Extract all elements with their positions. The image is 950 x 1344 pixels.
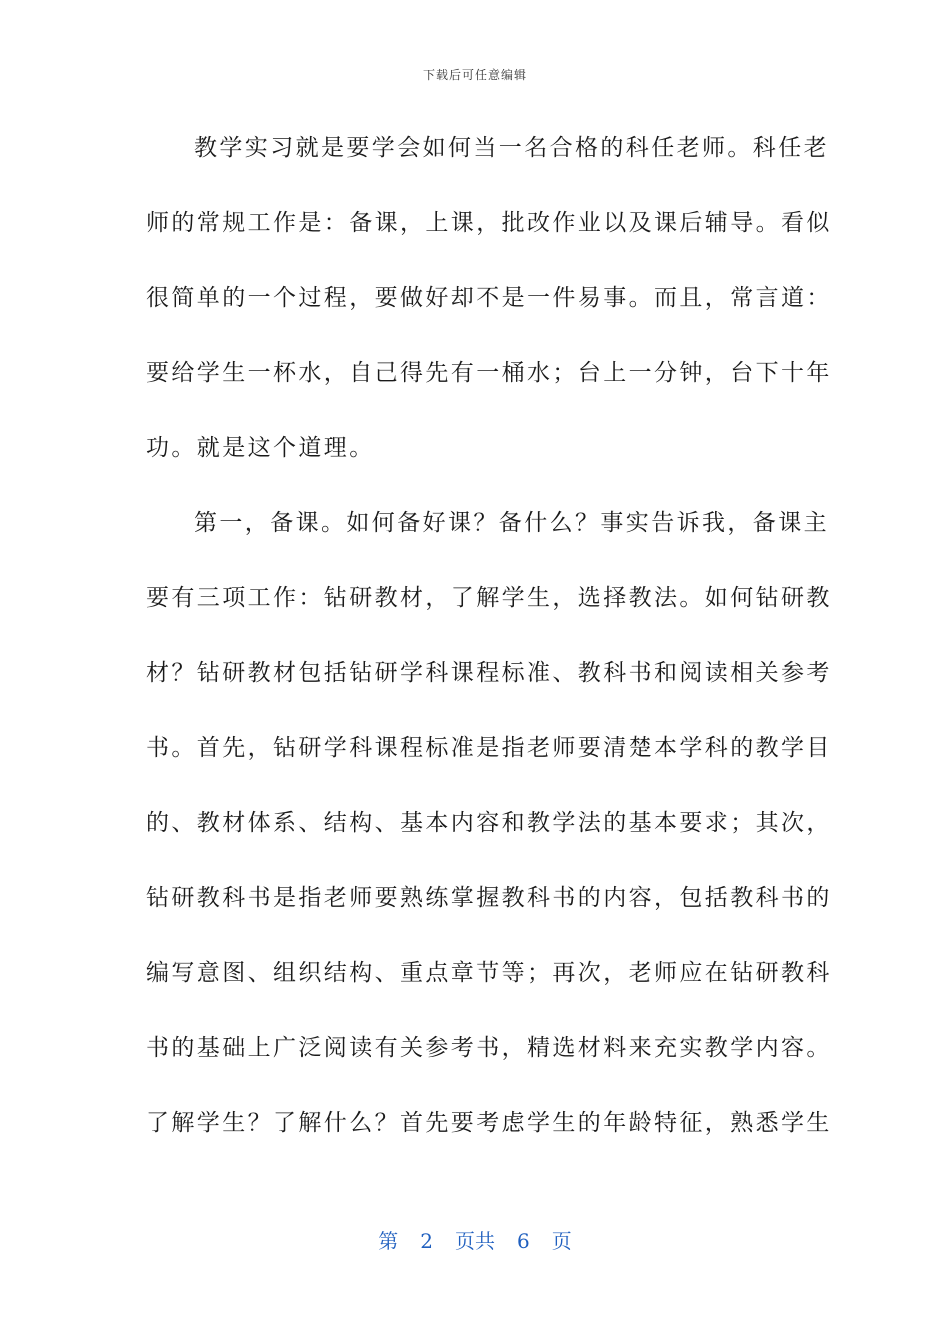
paragraph-2-line-5: 的、教材体系、结构、基本内容和教学法的基本要求；其次， [146, 810, 832, 836]
paragraph-2-line-6: 钻研教科书是指老师要熟练掌握教科书的内容，包括教科书的 [146, 885, 832, 911]
paragraph-1-line-4: 要给学生一杯水，自己得先有一桶水；台上一分钟，台下十年 [146, 360, 832, 386]
paragraph-2-line-1: 第一，备课。如何备好课？备什么？事实告诉我，备课主 [194, 510, 829, 536]
paragraph-1-line-2: 师的常规工作是：备课，上课，批改作业以及课后辅导。看似 [146, 210, 832, 236]
paragraph-1-line-3: 很简单的一个过程，要做好却不是一件易事。而且，常言道： [146, 285, 832, 311]
footer-current-page: 2 [420, 1229, 433, 1253]
paragraph-2-line-4: 书。首先，钻研学科课程标准是指老师要清楚本学科的教学目 [146, 735, 832, 761]
paragraph-2-line-2: 要有三项工作：钻研教材，了解学生，选择教法。如何钻研教 [146, 585, 832, 611]
footer-total-pages: 6 [517, 1229, 530, 1253]
paragraph-2-line-8: 书的基础上广泛阅读有关参考书，精选材料来充实教学内容。 [146, 1035, 832, 1061]
paragraph-2-line-3: 材？钻研教材包括钻研学科课程标准、教科书和阅读相关参考 [146, 660, 832, 686]
page-footer [0, 1225, 950, 1254]
paragraph-2-line-9: 了解学生？了解什么？首先要考虑学生的年龄特征，熟悉学生 [146, 1110, 832, 1136]
paragraph-1-line-5: 功。就是这个道理。 [146, 435, 375, 461]
paragraph-2-line-7: 编写意图、组织结构、重点章节等；再次，老师应在钻研教科 [146, 960, 832, 986]
page-header: 下载后可任意编辑 [422, 68, 527, 82]
footer-prefix: 第 [378, 1229, 399, 1253]
footer-suffix: 页 [551, 1229, 572, 1253]
footer-middle: 页共 [455, 1229, 495, 1253]
paragraph-1-line-1: 教学实习就是要学会如何当一名合格的科任老师。科任老 [194, 135, 829, 161]
